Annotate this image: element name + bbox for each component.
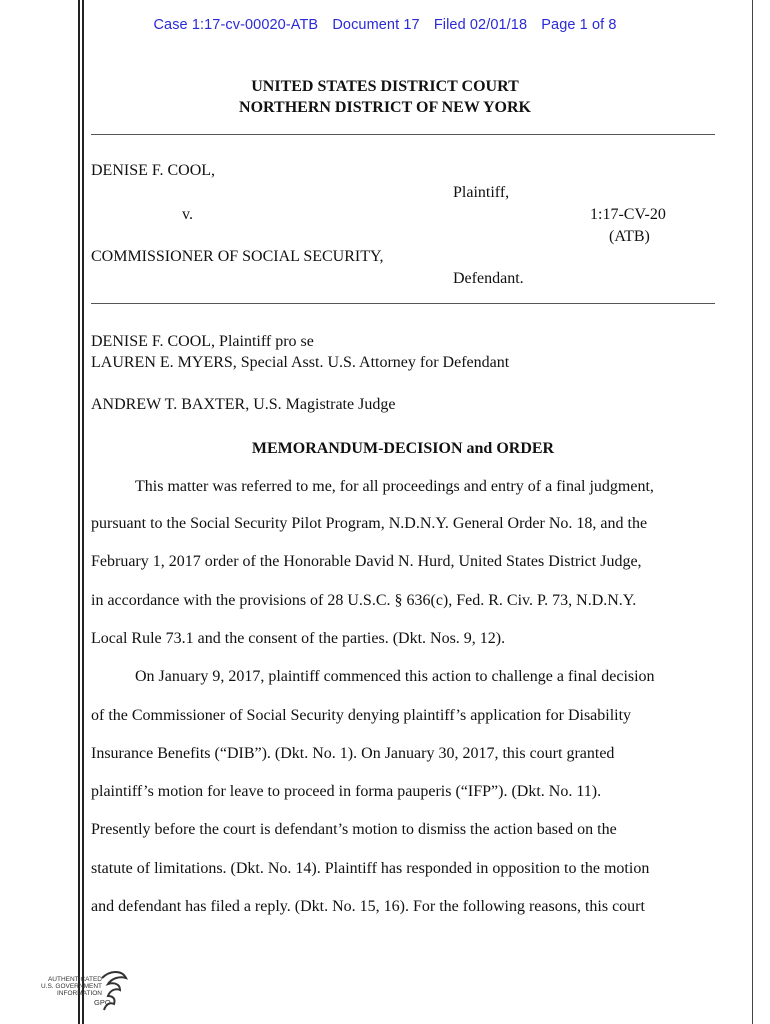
plaintiff-role: Plaintiff, <box>453 184 510 201</box>
eagle-icon <box>98 968 130 1014</box>
case-number: Case 1:17-cv-00020-ATB <box>153 17 319 33</box>
page-indicator: Page 1 of 8 <box>541 17 617 33</box>
body-line: On January 9, 2017, plaintiff commenced this action to challenge a final decision <box>135 668 655 685</box>
body-line: and defendant has filed a reply. (Dkt. No. 15, 16). For the following reasons, this court <box>91 898 645 915</box>
court-name: UNITED STATES DISTRICT COURT <box>251 78 519 95</box>
judge-initials: (ATB) <box>609 228 650 245</box>
seal-line-2: U.S. GOVERNMENT <box>40 983 102 990</box>
case-number-caption: 1:17-CV-20 <box>590 206 666 223</box>
plaintiff-name: DENISE F. COOL, <box>91 162 216 179</box>
versus: v. <box>182 206 193 223</box>
seal-line-1: AUTHENTICATED <box>47 976 102 983</box>
court-district: NORTHERN DISTRICT OF NEW YORK <box>239 99 531 116</box>
filed-date: Filed 02/01/18 <box>433 17 528 33</box>
caption-rule-bottom <box>91 303 715 304</box>
body-line: This matter was referred to me, for all proceedings and entry of a final judgment, <box>135 478 654 495</box>
body-line: February 1, 2017 order of the Honorable David N. Hurd, United States District Judge, <box>91 553 642 570</box>
body-line: Insurance Benefits (“DIB”). (Dkt. No. 1). On January 30, 2017, this court granted <box>91 745 615 762</box>
appearance-plaintiff: DENISE F. COOL, Plaintiff pro se <box>91 333 314 350</box>
caption-rule-top <box>91 134 715 135</box>
body-line: Local Rule 73.1 and the consent of the parties. (Dkt. Nos. 9, 12). <box>91 630 506 647</box>
body-line: statute of limitations. (Dkt. No. 14). Plaintiff has responded in opposition to the motion <box>91 860 650 877</box>
appearance-defendant: LAUREN E. MYERS, Special Asst. U.S. Attorney for Defendant <box>91 354 510 371</box>
body-line: in accordance with the provisions of 28 U.S.C. § 636(c), Fed. R. Civ. P. 73, N.D.N.Y. <box>91 592 637 609</box>
seal-line-3: INFORMATION <box>56 990 102 997</box>
body-line: plaintiff’s motion for leave to proceed in forma pauperis (“IFP”). (Dkt. No. 11). <box>91 783 602 800</box>
gpo-label: GPO <box>94 998 111 1007</box>
left-margin-rule-inner <box>82 0 84 1024</box>
defendant-name: COMMISSIONER OF SOCIAL SECURITY, <box>91 248 384 265</box>
left-margin-rule <box>78 0 80 1024</box>
body-line: of the Commissioner of Social Security denying plaintiff’s application for Disability <box>91 707 632 724</box>
ecf-header-stamp <box>0 17 770 33</box>
appearance-judge: ANDREW T. BAXTER, U.S. Magistrate Judge <box>91 396 396 413</box>
body-line: Presently before the court is defendant’s motion to dismiss the action based on the <box>91 821 617 838</box>
document-number: Document 17 <box>332 17 420 33</box>
document-title: MEMORANDUM-DECISION and ORDER <box>251 440 555 457</box>
gpo-authentication-seal <box>40 968 130 1016</box>
body-line: pursuant to the Social Security Pilot Program, N.D.N.Y. General Order No. 18, and the <box>91 515 648 532</box>
defendant-role: Defendant. <box>453 270 524 287</box>
right-margin-rule <box>752 0 753 1024</box>
